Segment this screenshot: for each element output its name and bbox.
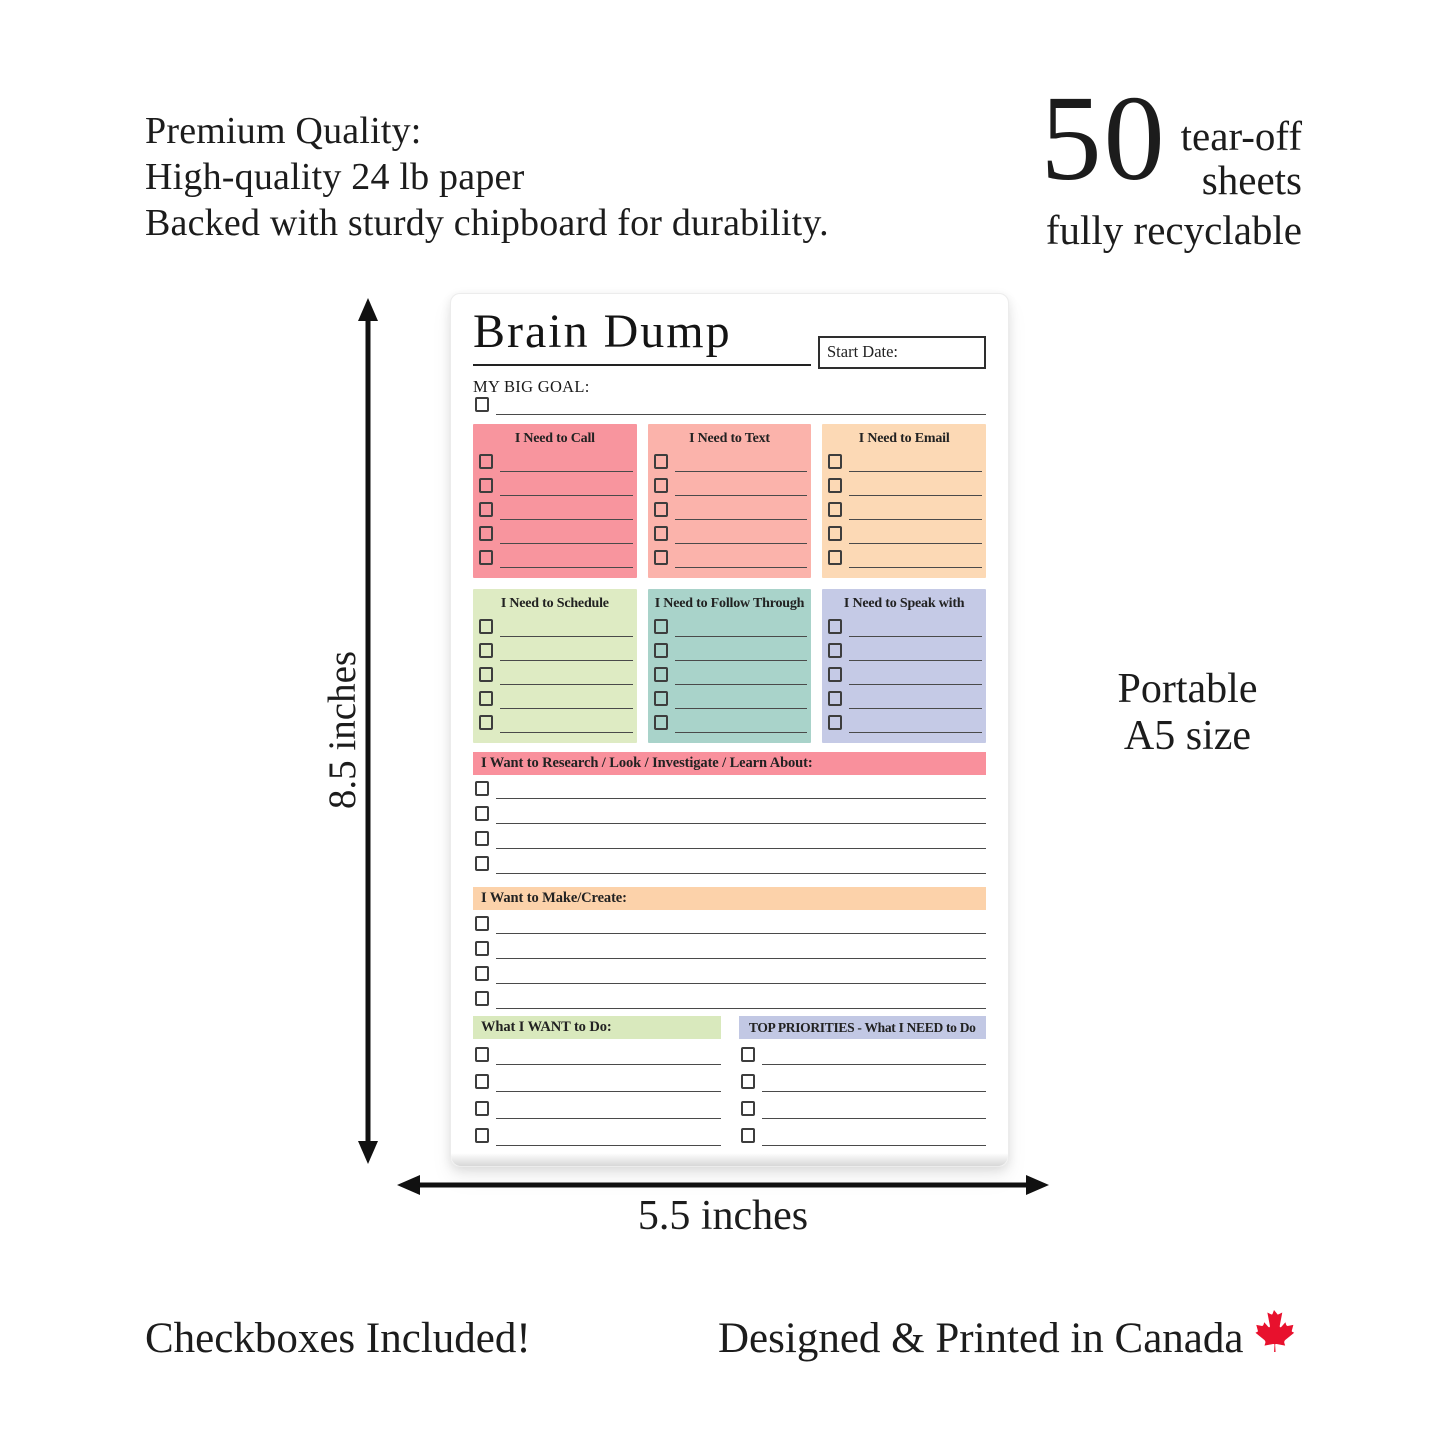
need-to-call-box	[473, 424, 637, 578]
checkbox-line-row	[473, 800, 986, 825]
checkbox-line-row	[826, 638, 982, 662]
write-line	[675, 567, 808, 568]
premium-quality-text	[145, 108, 829, 246]
write-line	[849, 519, 982, 520]
write-line	[496, 873, 986, 874]
write-line	[849, 708, 982, 709]
write-line	[500, 519, 633, 520]
checkbox-icon	[475, 991, 489, 1006]
need-to-email-label: I Need to Email	[858, 431, 950, 446]
checkbox-line-row	[477, 497, 633, 521]
checkbox-icon	[654, 550, 668, 565]
notepad-title: Brain Dump	[473, 305, 732, 358]
checkbox-icon	[828, 526, 842, 541]
checkbox-line-row	[473, 910, 986, 935]
write-line	[496, 1064, 721, 1065]
write-line	[500, 543, 633, 544]
checkbox-line-row	[739, 1093, 987, 1120]
write-line	[675, 495, 808, 496]
write-line	[675, 708, 808, 709]
checkbox-icon	[475, 1101, 489, 1116]
checkbox-line-row	[477, 545, 633, 569]
write-line	[496, 798, 986, 799]
checkbox-icon	[741, 1101, 755, 1116]
bottom-columns	[473, 1016, 986, 1147]
made-in-canada-text: Designed & Printed in Canada	[718, 1315, 1244, 1362]
write-line	[675, 684, 808, 685]
write-line	[496, 848, 986, 849]
checkbox-line-row	[473, 850, 986, 875]
make-create-section-bar: I Want to Make/Create:	[473, 887, 986, 910]
write-line	[675, 636, 808, 637]
sheet-count-block	[1040, 71, 1302, 254]
notepad-mockup	[450, 293, 1009, 1167]
checkbox-line-row	[739, 1039, 987, 1066]
checkbox-icon	[475, 1047, 489, 1062]
checkbox-icon	[475, 966, 489, 981]
checkbox-line-row	[826, 686, 982, 710]
need-to-schedule-box	[473, 589, 637, 743]
write-line	[849, 567, 982, 568]
start-date-box: Start Date:	[818, 336, 986, 369]
write-line	[496, 1145, 721, 1146]
pad-sheet-edge	[451, 1153, 1008, 1166]
checkbox-line-row	[652, 638, 808, 662]
checkbox-line-row	[826, 545, 982, 569]
checkbox-line-row	[477, 662, 633, 686]
write-line	[496, 1091, 721, 1092]
need-to-call-label: I Need to Call	[514, 431, 595, 446]
checkbox-line-row	[826, 521, 982, 545]
write-line	[500, 660, 633, 661]
notepad-header	[473, 305, 986, 369]
portable-line: Portable	[1117, 666, 1258, 712]
write-line	[849, 636, 982, 637]
checkbox-line-row	[473, 1093, 721, 1120]
write-line	[496, 983, 986, 984]
checkbox-icon	[479, 550, 493, 565]
premium-quality-line3: Backed with sturdy chipboard for durability.	[145, 202, 829, 244]
write-line	[675, 543, 808, 544]
checkbox-line-row	[652, 497, 808, 521]
checkbox-line-row	[473, 1066, 721, 1093]
checkbox-line-row	[652, 662, 808, 686]
need-to-follow-through-label: I Need to Follow Through	[654, 596, 805, 611]
write-line	[675, 519, 808, 520]
checkbox-icon	[654, 526, 668, 541]
checkbox-line-row	[473, 775, 986, 800]
write-line	[762, 1064, 987, 1065]
checkbox-icon	[479, 502, 493, 517]
checkbox-icon	[654, 715, 668, 730]
checkbox-line-row	[473, 825, 986, 850]
need-to-schedule-label: I Need to Schedule	[500, 596, 609, 611]
write-line	[496, 1008, 986, 1009]
write-line	[849, 684, 982, 685]
checkbox-line-row	[652, 473, 808, 497]
checkbox-line-row	[477, 473, 633, 497]
checkbox-icon	[475, 397, 489, 412]
checkbox-line-row	[739, 1066, 987, 1093]
checkbox-line-row	[477, 686, 633, 710]
research-section-lines	[473, 775, 986, 875]
write-line	[500, 684, 633, 685]
need-to-speak-with-label: I Need to Speak with	[843, 596, 965, 611]
need-to-follow-through-box	[648, 589, 812, 743]
checkbox-icon	[654, 667, 668, 682]
premium-quality-line2: High-quality 24 lb paper	[145, 156, 525, 198]
checkbox-icon	[828, 502, 842, 517]
checkbox-line-row	[826, 710, 982, 734]
write-line	[496, 414, 986, 415]
maple-leaf-icon	[1253, 1310, 1295, 1352]
checkbox-icon	[828, 619, 842, 634]
top-priorities-column	[739, 1016, 987, 1147]
want-to-do-bar: What I WANT to Do:	[473, 1016, 721, 1039]
checkbox-icon	[828, 691, 842, 706]
checkbox-line-row	[826, 473, 982, 497]
checkbox-line-row	[473, 397, 986, 416]
make-create-section-lines	[473, 910, 986, 1010]
write-line	[500, 732, 633, 733]
checkbox-icon	[475, 1128, 489, 1143]
recyclable-label: fully recyclable	[1045, 207, 1302, 253]
need-to-text-box	[648, 424, 812, 578]
checkbox-icon	[479, 691, 493, 706]
want-to-do-column	[473, 1016, 721, 1147]
write-line	[849, 471, 982, 472]
write-line	[675, 471, 808, 472]
checkbox-icon	[475, 941, 489, 956]
checkbox-line-row	[826, 497, 982, 521]
checkbox-icon	[654, 454, 668, 469]
need-to-speak-with-box	[822, 589, 986, 743]
checkbox-line-row	[652, 710, 808, 734]
title-underline	[473, 305, 811, 366]
checkbox-icon	[654, 691, 668, 706]
checkbox-line-row	[473, 960, 986, 985]
checkbox-icon	[475, 1074, 489, 1089]
checkbox-line-row	[652, 545, 808, 569]
checkbox-icon	[654, 478, 668, 493]
checkbox-icon	[828, 454, 842, 469]
checkboxes-included-caption: Checkboxes Included!	[145, 1315, 531, 1362]
checkbox-line-row	[739, 1120, 987, 1147]
write-line	[500, 636, 633, 637]
checkbox-line-row	[477, 449, 633, 473]
checkbox-icon	[828, 643, 842, 658]
write-line	[500, 495, 633, 496]
sheets-label: sheets	[1201, 157, 1302, 203]
write-line	[762, 1118, 987, 1119]
need-to-email-box	[822, 424, 986, 578]
a5-size-line: A5 size	[1123, 713, 1252, 759]
write-line	[500, 567, 633, 568]
write-line	[496, 823, 986, 824]
write-line	[762, 1145, 987, 1146]
checkbox-icon	[479, 478, 493, 493]
checkbox-line-row	[826, 614, 982, 638]
write-line	[675, 732, 808, 733]
checkbox-icon	[741, 1128, 755, 1143]
checkbox-icon	[475, 831, 489, 846]
write-line	[849, 543, 982, 544]
checkbox-icon	[479, 526, 493, 541]
checkbox-icon	[479, 715, 493, 730]
checkbox-line-row	[652, 614, 808, 638]
need-to-text-label: I Need to Text	[689, 431, 770, 446]
write-line	[496, 958, 986, 959]
checkbox-line-row	[473, 985, 986, 1010]
write-line	[496, 1118, 721, 1119]
checkbox-icon	[479, 643, 493, 658]
checkbox-icon	[475, 781, 489, 796]
research-section-bar: I Want to Research / Look / Investigate / Learn About:	[473, 752, 986, 775]
checkbox-line-row	[477, 521, 633, 545]
checkbox-icon	[479, 454, 493, 469]
portable-note	[1080, 666, 1295, 760]
checkbox-icon	[828, 550, 842, 565]
width-dimension-label: 5.5 inches	[637, 1193, 809, 1239]
write-line	[675, 660, 808, 661]
write-line	[762, 1091, 987, 1092]
checkbox-line-row	[826, 449, 982, 473]
checkbox-icon	[475, 806, 489, 821]
checkbox-icon	[654, 502, 668, 517]
write-line	[496, 933, 986, 934]
checkbox-icon	[479, 667, 493, 682]
checkbox-line-row	[477, 638, 633, 662]
checkbox-line-row	[473, 935, 986, 960]
checkbox-line-row	[826, 662, 982, 686]
checkbox-line-row	[477, 710, 633, 734]
height-dimension-label: 8.5 inches	[321, 650, 364, 810]
checkbox-line-row	[652, 686, 808, 710]
category-grid	[473, 424, 986, 743]
write-line	[849, 732, 982, 733]
write-line	[500, 708, 633, 709]
write-line	[849, 660, 982, 661]
tear-off-label: tear-off	[1180, 113, 1302, 159]
checkbox-icon	[475, 916, 489, 931]
checkbox-icon	[741, 1047, 755, 1062]
checkbox-icon	[828, 478, 842, 493]
write-line	[500, 471, 633, 472]
checkbox-line-row	[652, 521, 808, 545]
checkbox-line-row	[473, 1039, 721, 1066]
checkbox-icon	[654, 619, 668, 634]
checkbox-icon	[479, 619, 493, 634]
top-priorities-bar: TOP PRIORITIES - What I NEED to Do	[739, 1016, 987, 1039]
checkbox-line-row	[477, 614, 633, 638]
checkbox-line-row	[652, 449, 808, 473]
checkbox-line-row	[473, 1120, 721, 1147]
checkbox-icon	[475, 856, 489, 871]
write-line	[849, 495, 982, 496]
checkbox-icon	[654, 643, 668, 658]
checkbox-icon	[828, 667, 842, 682]
checkbox-icon	[741, 1074, 755, 1089]
big-goal-line	[473, 397, 986, 415]
big-goal-label: MY BIG GOAL:	[473, 377, 590, 396]
made-in-canada-caption	[718, 1314, 1295, 1363]
sheet-count: 50	[1040, 71, 1167, 206]
checkbox-icon	[828, 715, 842, 730]
premium-quality-line1: Premium Quality:	[145, 110, 422, 152]
